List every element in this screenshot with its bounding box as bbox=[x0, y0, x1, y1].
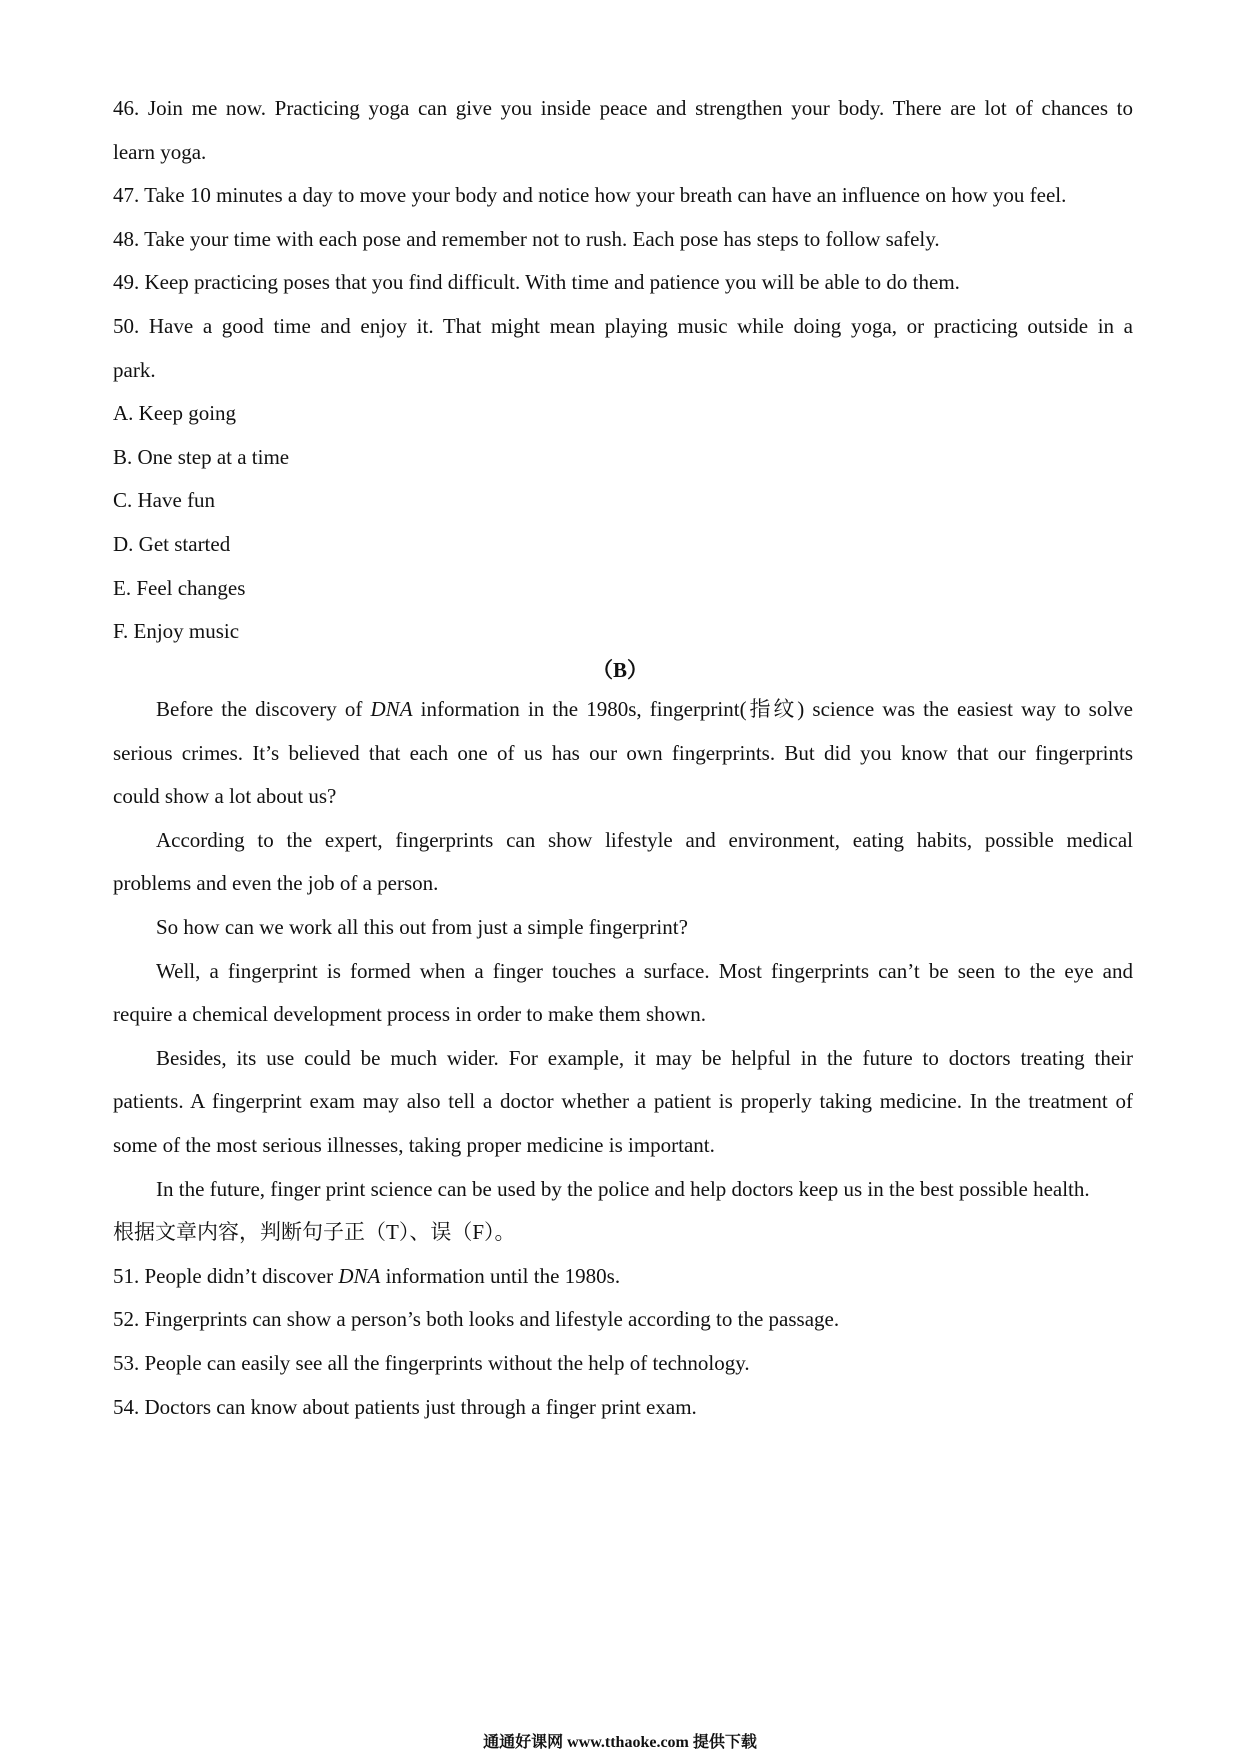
passage-paragraph-5-line-1: Besides, its use could be much wider. For example, it may be helpful in the future to doctors treating their bbox=[156, 1046, 1133, 1070]
passage-paragraph-3-line-1: So how can we work all this out from just a simple fingerprint? bbox=[156, 915, 688, 939]
question-46-line-1: 46. Join me now. Practicing yoga can give you inside peace and strengthen your body. There are lot of chances to bbox=[113, 96, 1133, 120]
passage-paragraph-2-line-1: According to the expert, fingerprints can show lifestyle and environment, eating habits, possible medical bbox=[156, 828, 1133, 852]
option-c: C. Have fun bbox=[113, 488, 216, 512]
passage-paragraph-1-line-2: serious crimes. It’s believed that each one of us has our own fingerprints. But did you know that our fingerprints bbox=[113, 741, 1133, 765]
passage-paragraph-1-line-1 bbox=[156, 695, 1133, 723]
dna-term: DNA bbox=[370, 697, 413, 721]
question-text: information until the 1980s. bbox=[380, 1264, 621, 1288]
footer-watermark: 通通好课网 www.tthaoke.com 提供下载 bbox=[483, 1734, 757, 1751]
question-48: 48. Take your time with each pose and remember not to rush. Each pose has steps to follow safely. bbox=[113, 227, 940, 251]
question-51 bbox=[113, 1262, 1133, 1290]
option-b: B. One step at a time bbox=[113, 445, 290, 469]
question-50-line-2: park. bbox=[113, 358, 156, 382]
passage-paragraph-5-line-2: patients. A fingerprint exam may also tell a doctor whether a patient is properly taking medicine. In the treatment of bbox=[113, 1089, 1133, 1113]
option-d: D. Get started bbox=[113, 532, 231, 556]
instruction: 根据文章内容，判断句子正（T）、误（F）。 bbox=[113, 1220, 516, 1244]
passage-paragraph-4-line-1: Well, a fingerprint is formed when a finger touches a surface. Most fingerprints can’t be seen to the eye and bbox=[156, 959, 1133, 983]
option-a: A. Keep going bbox=[113, 401, 237, 425]
option-e: E. Feel changes bbox=[113, 576, 246, 600]
section-b-title: （B） bbox=[591, 658, 648, 682]
passage-paragraph-4-line-2: require a chemical development process in order to make them shown. bbox=[113, 1002, 707, 1026]
passage-text: Before the discovery of bbox=[156, 697, 371, 721]
question-53: 53. People can easily see all the fingerprints without the help of technology. bbox=[113, 1351, 750, 1375]
passage-paragraph-5-line-3: some of the most serious illnesses, taking proper medicine is important. bbox=[113, 1133, 715, 1157]
question-text: 51. People didn’t discover bbox=[113, 1264, 339, 1288]
question-46-line-2: learn yoga. bbox=[113, 140, 207, 164]
passage-paragraph-6-line-1: In the future, finger print science can be used by the police and help doctors keep us in the best possible health. bbox=[156, 1177, 1090, 1201]
question-54: 54. Doctors can know about patients just through a finger print exam. bbox=[113, 1395, 697, 1419]
option-f: F. Enjoy music bbox=[113, 619, 240, 643]
passage-text: information in the 1980s, fingerprint(指纹) science was the easiest way to solve bbox=[412, 697, 1133, 721]
passage-paragraph-2-line-2: problems and even the job of a person. bbox=[113, 871, 439, 895]
question-47: 47. Take 10 minutes a day to move your body and notice how your breath can have an influence on how you feel. bbox=[113, 183, 1067, 207]
passage-paragraph-1-line-3: could show a lot about us? bbox=[113, 784, 337, 808]
question-50-line-1: 50. Have a good time and enjoy it. That might mean playing music while doing yoga, or practicing outside in a bbox=[113, 314, 1133, 338]
dna-term: DNA bbox=[338, 1264, 381, 1288]
question-49: 49. Keep practicing poses that you find difficult. With time and patience you will be able to do them. bbox=[113, 270, 960, 294]
question-52: 52. Fingerprints can show a person’s both looks and lifestyle according to the passage. bbox=[113, 1307, 840, 1331]
